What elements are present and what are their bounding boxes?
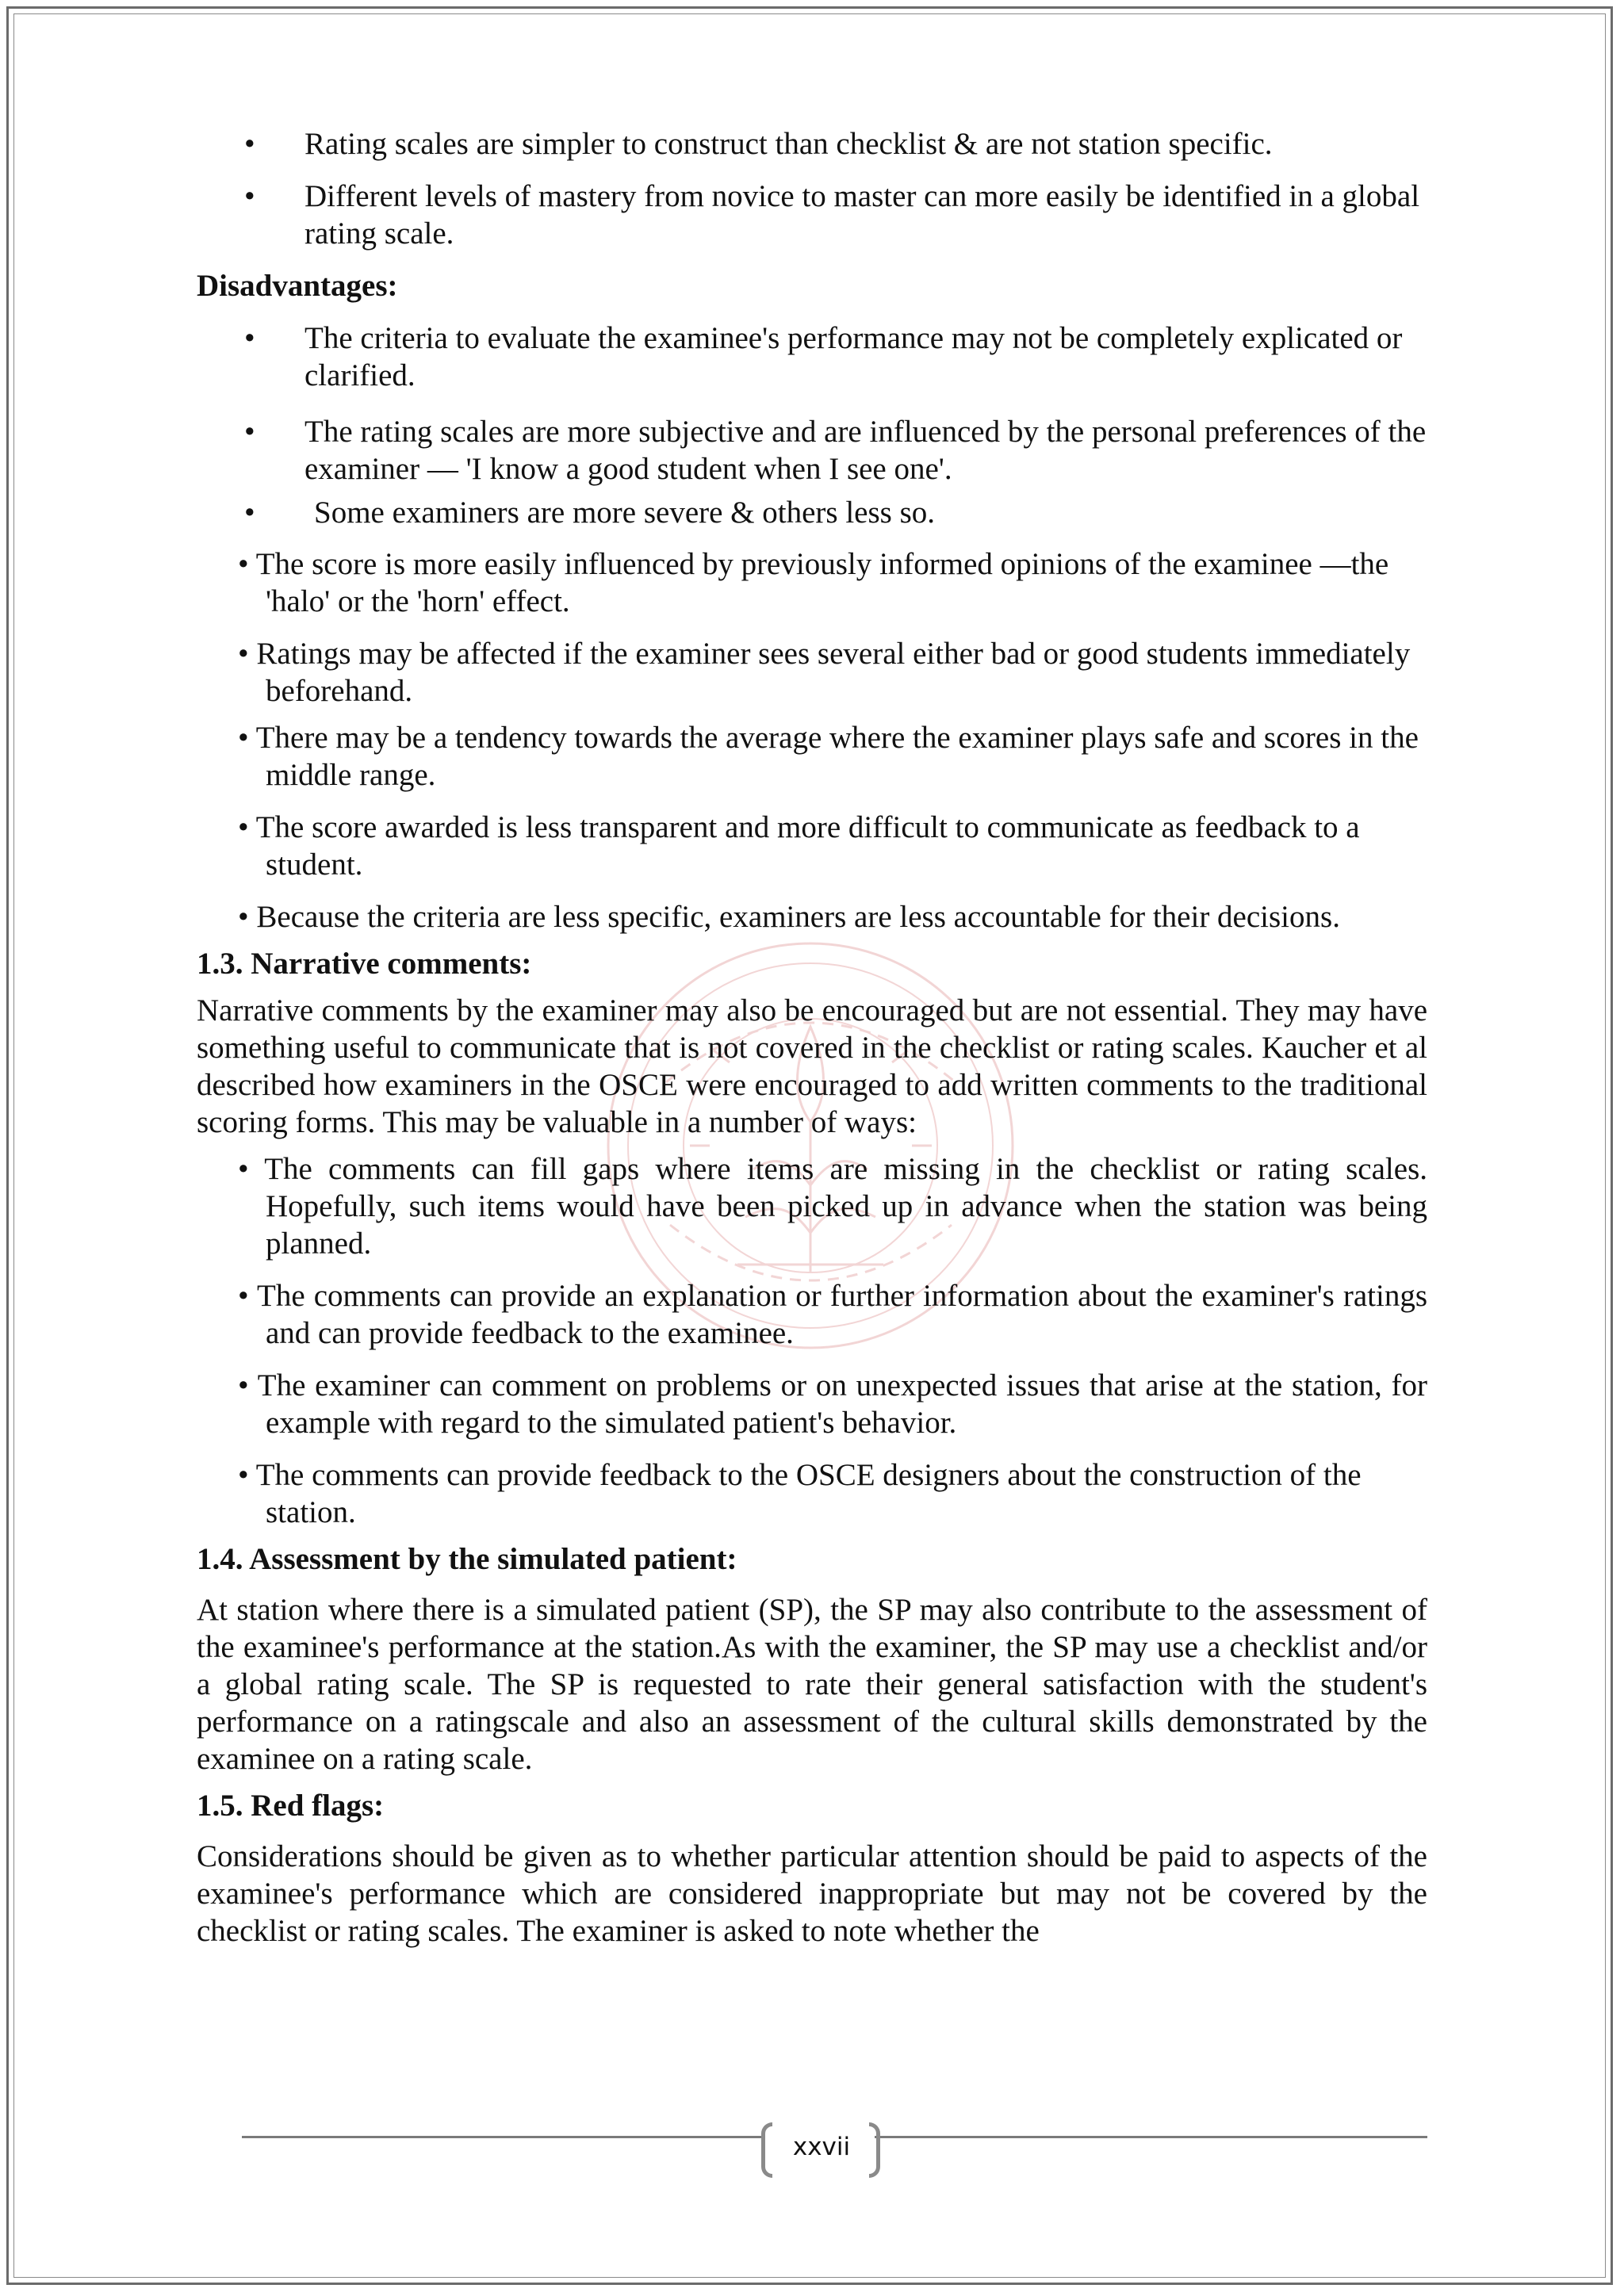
footer-bracket-left-icon xyxy=(761,2122,772,2178)
bullet-icon: • xyxy=(238,547,249,581)
bullet-item xyxy=(197,809,1427,883)
bullet-item xyxy=(197,320,1427,394)
bullet-item xyxy=(197,635,1427,710)
bullet-icon: • xyxy=(244,179,255,213)
bullet-item xyxy=(197,125,1427,163)
bullet-text: • The comments can fill gaps where items are missing in the checklist or rating scales. Hopefully, such items would have been picked up in advance when the station was being planned. xyxy=(238,1152,1428,1261)
bullet-text: • The examiner can comment on problems or on unexpected issues that arise at the station, for example with regard to the simulated patient's behavior. xyxy=(238,1368,1428,1440)
footer-rule-right xyxy=(875,2136,1427,2138)
paragraph-narrative: Narrative comments by the examiner may also be encouraged but are not essential. They may have something useful to communicate that is not covered in the checklist or rating scales. Kaucher et al described how examiners in the OSCE were encouraged to add written comments to the traditional scoring forms. This may be valuable in a number of ways: xyxy=(197,993,1427,1139)
footer-bracket-right-icon xyxy=(869,2122,880,2178)
bullet-text: • There may be a tendency towards the average where the examiner plays safe and scores in the middle range. xyxy=(238,721,1419,792)
bullet-item xyxy=(197,545,1427,620)
bullet-icon: • xyxy=(238,1279,249,1313)
section-heading-narrative: 1.3. Narrative comments: xyxy=(197,947,532,981)
bullet-text: Rating scales are simpler to construct than checklist & are not station specific. xyxy=(304,127,1273,161)
bullet-item xyxy=(197,1277,1427,1352)
bullet-icon: • xyxy=(238,900,249,934)
paragraph-red-flags: Considerations should be given as to whether particular attention should be paid to aspects of the examinee's performance which are considered inappropriate but may not be covered by the checklist or rating scales. The examiner is asked to note whether the xyxy=(197,1839,1427,1948)
bullet-icon: • xyxy=(244,496,255,530)
bullet-item xyxy=(197,178,1427,252)
paragraph-sp-assessment: At station where there is a simulated patient (SP), the SP may also contribute to the assessment of the examinee's performance at the station.As with the examiner, the SP may use a checklist and/or a global rating scale. The SP is requested to rate their general satisfaction with the student's performance on a ratingscale and also an assessment of the cultural skills demonstrated by the examinee on a rating scale. xyxy=(197,1593,1427,1776)
bullet-icon: • xyxy=(238,1458,249,1492)
bullet-item xyxy=(197,719,1427,794)
bullet-text: Different levels of mastery from novice to master can more easily be identified in a global rating scale. xyxy=(304,179,1420,251)
bullet-icon: • xyxy=(244,127,255,161)
bullet-icon: • xyxy=(238,721,249,755)
bullet-text: The rating scales are more subjective and are influenced by the personal preferences of the examiner — 'I know a good student when I see one'. xyxy=(304,415,1427,486)
bullet-item xyxy=(197,413,1427,488)
footer-rule-left xyxy=(242,2136,763,2138)
bullet-text: Some examiners are more severe & others less so. xyxy=(314,496,936,530)
bullet-text: • The score awarded is less transparent and more difficult to communicate as feedback to a student. xyxy=(238,810,1360,882)
bullet-icon: • xyxy=(238,637,249,671)
bullet-item xyxy=(197,1150,1427,1262)
bullet-item xyxy=(197,1367,1427,1441)
bullet-icon: • xyxy=(244,321,255,355)
section-heading-sp-assessment: 1.4. Assessment by the simulated patient: xyxy=(197,1542,737,1576)
bullet-text: • The comments can provide an explanation or further information about the examiner's ratings and can provide feedback to the examinee. xyxy=(238,1279,1428,1350)
bullet-icon: • xyxy=(238,1368,249,1402)
bullet-icon: • xyxy=(238,810,249,844)
section-heading-disadvantages: Disadvantages: xyxy=(197,269,398,303)
section-heading-red-flags: 1.5. Red flags: xyxy=(197,1789,385,1823)
bullet-text: • The score is more easily influenced by previously informed opinions of the examinee —the 'halo' or the 'horn' effect. xyxy=(238,547,1389,618)
bullet-text: The criteria to evaluate the examinee's performance may not be completely explicated or clarified. xyxy=(304,321,1403,392)
bullet-text: • The comments can provide feedback to the OSCE designers about the construction of the station. xyxy=(238,1458,1362,1529)
page-number: xxvii xyxy=(792,2133,851,2161)
page-body xyxy=(197,125,1427,1950)
bullet-icon: • xyxy=(244,415,255,449)
bullet-text: • Because the criteria are less specific, examiners are less accountable for their decisions. xyxy=(238,900,1340,934)
bullet-text: • Ratings may be affected if the examiner sees several either bad or good students immediately beforehand. xyxy=(238,637,1411,708)
bullet-icon: • xyxy=(238,1152,249,1186)
bullet-item xyxy=(197,1456,1427,1531)
bullet-item xyxy=(197,898,1427,936)
bullet-item xyxy=(197,494,1427,531)
